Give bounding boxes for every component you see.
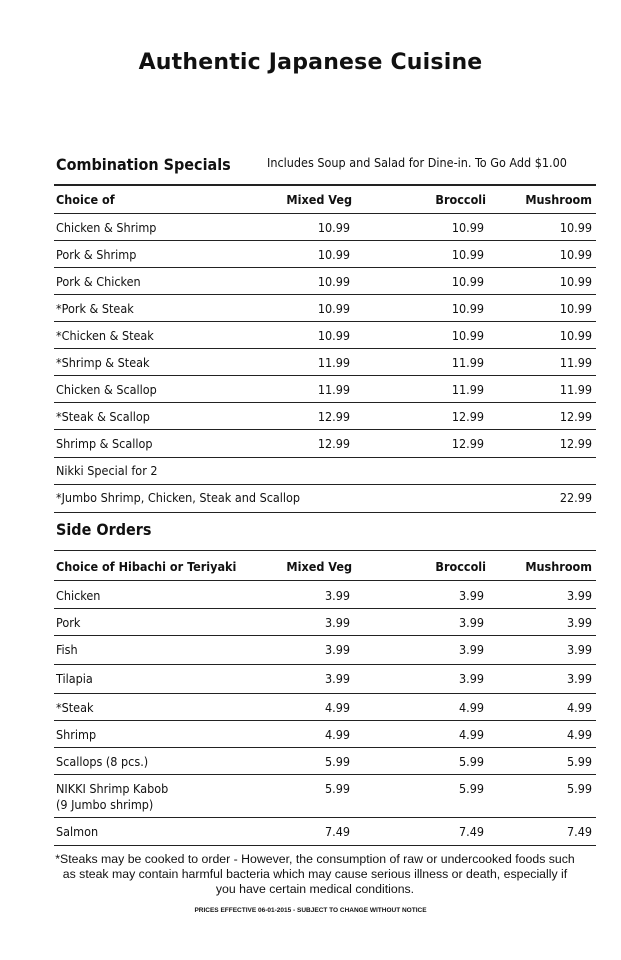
divider [54, 608, 596, 609]
footnote [40, 852, 590, 897]
price-broccoli: 10.99 [451, 274, 484, 289]
divider [54, 375, 596, 376]
price-broccoli: 3.99 [458, 671, 484, 686]
column-header-mushroom: Mushroom [525, 192, 592, 207]
price-mushroom: 11.99 [559, 355, 592, 370]
price-mushroom: 3.99 [566, 615, 592, 630]
divider [54, 580, 596, 581]
price-mixed-veg: 3.99 [324, 642, 350, 657]
combination-note: Includes Soup and Salad for Dine-in. To Go Add $1.00 [267, 155, 567, 170]
item-name-line: Tilapia [56, 671, 93, 686]
item-name: Pork & Chicken [56, 274, 141, 289]
price-broccoli: 12.99 [451, 409, 484, 424]
divider [54, 321, 596, 322]
price-broccoli: 5.99 [458, 754, 484, 769]
nikki-special-price: 22.99 [559, 490, 592, 505]
item-name-line: Pork [56, 615, 81, 630]
column-header-choice: Choice of Hibachi or Teriyaki [56, 559, 237, 574]
divider [54, 429, 596, 430]
side-orders-heading: Side Orders [56, 520, 152, 539]
footnote-line: *Steaks may be cooked to order - However, the consumption of raw or undercooked foods such [55, 852, 575, 866]
price-mushroom: 4.99 [566, 700, 592, 715]
item-name-line: Salmon [56, 824, 99, 839]
price-mushroom: 3.99 [566, 588, 592, 603]
item-name [56, 700, 94, 715]
divider [54, 774, 596, 775]
divider [54, 484, 596, 485]
column-header-broccoli: Broccoli [435, 192, 486, 207]
price-mushroom: 10.99 [559, 220, 592, 235]
column-header-broccoli: Broccoli [435, 559, 486, 574]
item-name [56, 754, 148, 769]
item-name [56, 642, 78, 657]
nikki-special-item: *Jumbo Shrimp, Chicken, Steak and Scallop [56, 490, 301, 505]
column-header-mixed-veg: Mixed Veg [286, 192, 352, 207]
price-mushroom: 11.99 [559, 382, 592, 397]
divider [54, 184, 596, 186]
price-mixed-veg: 7.49 [324, 824, 350, 839]
item-name [56, 671, 93, 686]
price-broccoli: 3.99 [458, 642, 484, 657]
item-name-line: Shrimp [56, 727, 97, 742]
price-mixed-veg: 4.99 [324, 700, 350, 715]
item-name [56, 824, 98, 839]
divider [54, 240, 596, 241]
column-header-mixed-veg: Mixed Veg [286, 559, 352, 574]
divider [54, 720, 596, 721]
item-name: Shrimp & Scallop [56, 436, 153, 451]
divider [54, 512, 596, 513]
item-name-line: Scallops (8 pcs.) [56, 754, 149, 769]
price-mushroom: 3.99 [566, 671, 592, 686]
price-broccoli: 10.99 [451, 301, 484, 316]
price-broccoli: 3.99 [458, 588, 484, 603]
price-mixed-veg: 12.99 [317, 409, 350, 424]
item-name: Chicken & Shrimp [56, 220, 157, 235]
price-mushroom: 7.49 [566, 824, 592, 839]
item-name: *Shrimp & Steak [56, 355, 150, 370]
item-name: Chicken & Scallop [56, 382, 157, 397]
price-mushroom: 12.99 [559, 409, 592, 424]
item-name: *Chicken & Steak [56, 328, 154, 343]
price-mushroom: 5.99 [566, 781, 592, 796]
item-name-line: Fish [56, 642, 78, 657]
price-broccoli: 10.99 [451, 247, 484, 262]
price-mixed-veg: 10.99 [317, 247, 350, 262]
divider [54, 664, 596, 665]
price-mixed-veg: 5.99 [324, 781, 350, 796]
price-mixed-veg: 12.99 [317, 436, 350, 451]
divider [54, 693, 596, 694]
divider [54, 457, 596, 458]
price-broccoli: 11.99 [451, 382, 484, 397]
price-mushroom: 5.99 [566, 754, 592, 769]
item-name [56, 615, 80, 630]
price-mixed-veg: 10.99 [317, 274, 350, 289]
item-name: *Steak & Scallop [56, 409, 150, 424]
divider [54, 348, 596, 349]
price-mixed-veg: 5.99 [324, 754, 350, 769]
column-header-mushroom: Mushroom [525, 559, 592, 574]
price-mushroom: 10.99 [559, 274, 592, 289]
price-mixed-veg: 3.99 [324, 615, 350, 630]
divider [54, 267, 596, 268]
price-mixed-veg: 10.99 [317, 328, 350, 343]
footnote-line: you have certain medical conditions. [215, 882, 415, 896]
divider [54, 294, 596, 295]
price-mixed-veg: 10.99 [317, 220, 350, 235]
price-mixed-veg: 11.99 [317, 382, 350, 397]
price-mixed-veg: 10.99 [317, 301, 350, 316]
item-name [56, 727, 96, 742]
price-broccoli: 10.99 [451, 220, 484, 235]
price-mushroom: 10.99 [559, 247, 592, 262]
price-mushroom: 10.99 [559, 328, 592, 343]
divider [54, 845, 596, 846]
combination-heading: Combination Specials [56, 155, 231, 174]
item-name-line: *Steak [56, 700, 94, 715]
price-mixed-veg: 3.99 [324, 588, 350, 603]
menu-title: Authentic Japanese Cuisine [138, 50, 483, 75]
price-broccoli: 10.99 [451, 328, 484, 343]
price-broccoli: 5.99 [458, 781, 484, 796]
item-name [56, 781, 168, 812]
price-mushroom: 10.99 [559, 301, 592, 316]
item-name-detail: (9 Jumbo shrimp) [56, 797, 154, 812]
price-mushroom: 4.99 [566, 727, 592, 742]
price-mushroom: 3.99 [566, 642, 592, 657]
price-broccoli: 11.99 [451, 355, 484, 370]
item-name-line: Chicken [56, 588, 101, 603]
divider [54, 635, 596, 636]
price-broccoli: 4.99 [458, 727, 484, 742]
price-mixed-veg: 4.99 [324, 727, 350, 742]
item-name-line: NIKKI Shrimp Kabob [56, 781, 169, 796]
price-mixed-veg: 11.99 [317, 355, 350, 370]
column-header-choice: Choice of [56, 192, 115, 207]
footnote-line: as steak may contain harmful bacteria which may cause serious illness or death, especially if [62, 867, 568, 881]
nikki-special-label: Nikki Special for 2 [56, 463, 158, 478]
item-name [56, 588, 100, 603]
item-name: *Pork & Steak [56, 301, 134, 316]
item-name: Pork & Shrimp [56, 247, 137, 262]
divider [54, 747, 596, 748]
divider [54, 402, 596, 403]
prices-effective-notice: PRICES EFFECTIVE 06-01-2015 - SUBJECT TO CHANGE WITHOUT NOTICE [194, 907, 427, 914]
price-mushroom: 12.99 [559, 436, 592, 451]
price-broccoli: 4.99 [458, 700, 484, 715]
price-broccoli: 7.49 [458, 824, 484, 839]
price-broccoli: 12.99 [451, 436, 484, 451]
divider [54, 817, 596, 818]
price-mixed-veg: 3.99 [324, 671, 350, 686]
price-broccoli: 3.99 [458, 615, 484, 630]
divider [54, 550, 596, 551]
divider [54, 213, 596, 214]
